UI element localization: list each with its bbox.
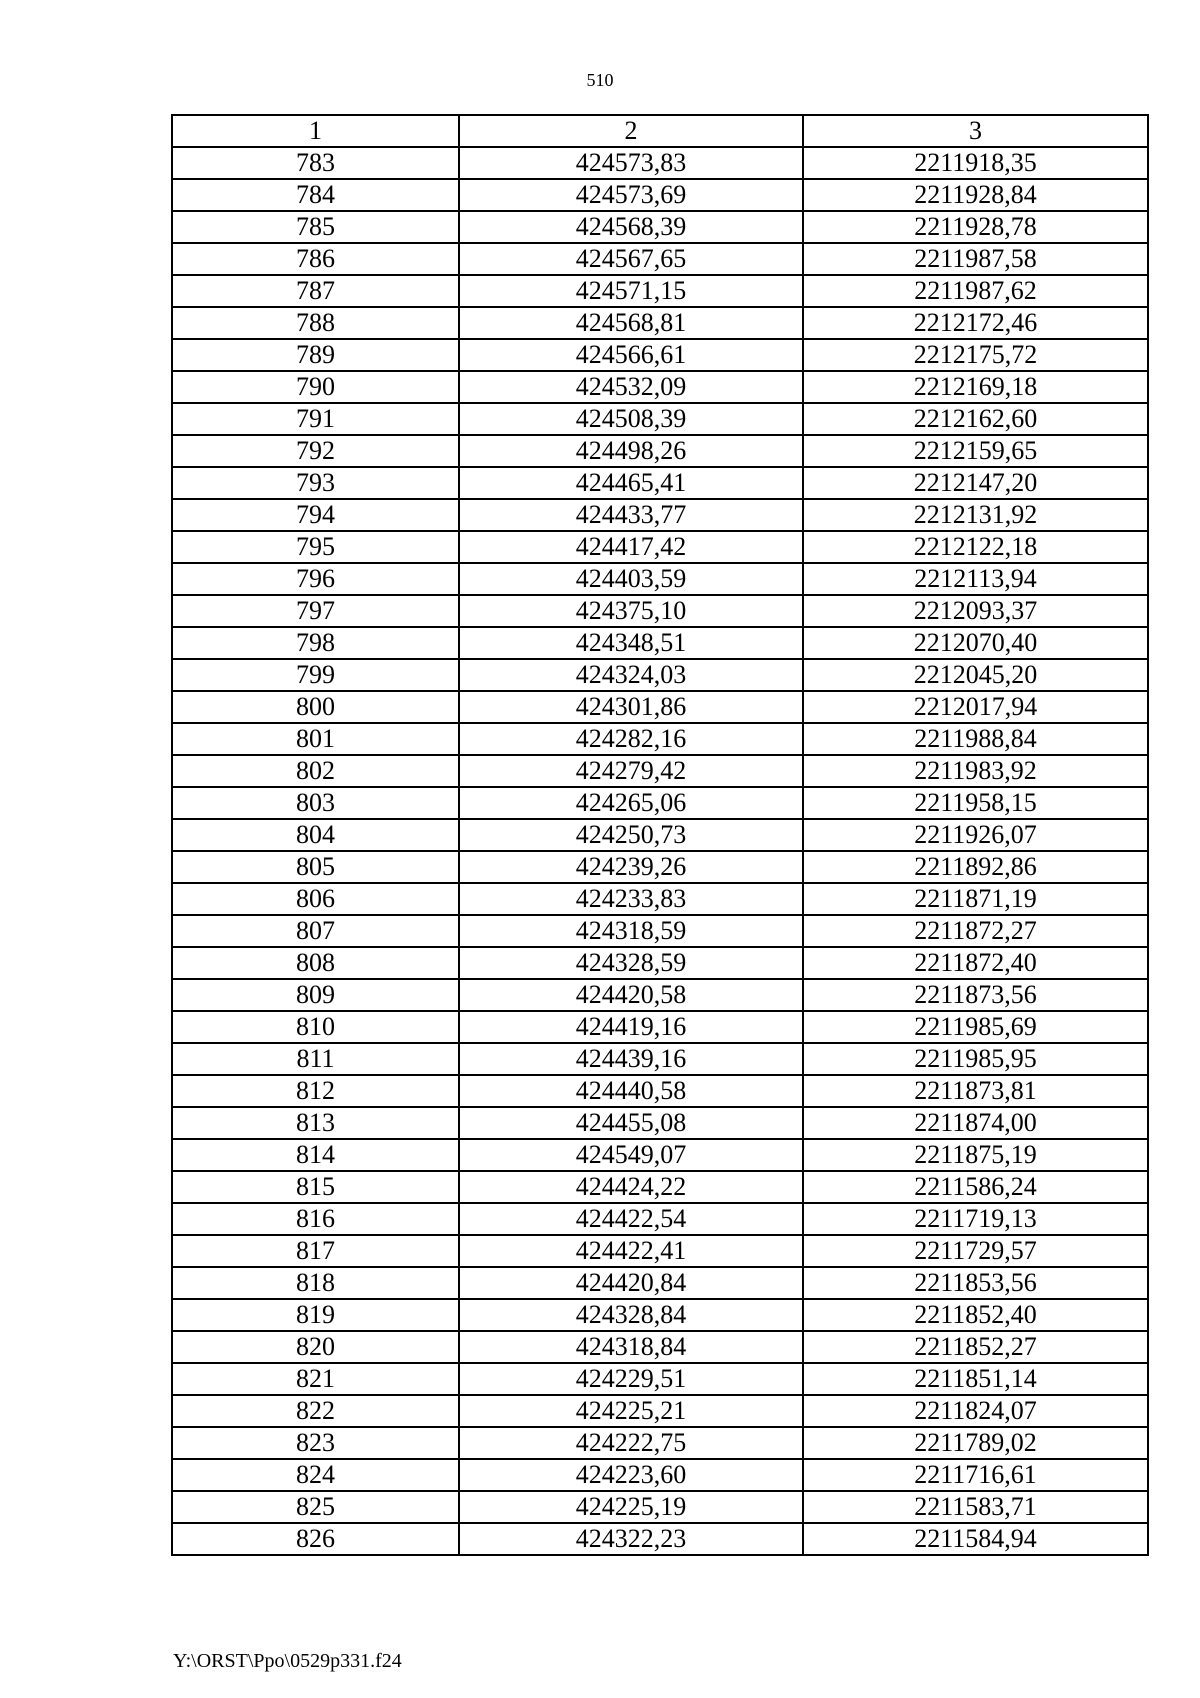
point-number-cell: 823 bbox=[172, 1427, 459, 1459]
table-row bbox=[172, 947, 1148, 979]
table-row bbox=[172, 979, 1148, 1011]
table-row bbox=[172, 1299, 1148, 1331]
y-coordinate-cell: 2212070,40 bbox=[803, 627, 1148, 659]
x-coordinate-cell: 424440,58 bbox=[459, 1075, 803, 1107]
x-coordinate-cell: 424417,42 bbox=[459, 531, 803, 563]
x-coordinate-cell: 424239,26 bbox=[459, 851, 803, 883]
point-number-cell: 797 bbox=[172, 595, 459, 627]
y-coordinate-cell: 2212093,37 bbox=[803, 595, 1148, 627]
table-row bbox=[172, 1011, 1148, 1043]
x-coordinate-cell: 424498,26 bbox=[459, 435, 803, 467]
table-row bbox=[172, 435, 1148, 467]
table-row bbox=[172, 1491, 1148, 1523]
y-coordinate-cell: 2211719,13 bbox=[803, 1203, 1148, 1235]
x-coordinate-cell: 424328,84 bbox=[459, 1299, 803, 1331]
y-coordinate-cell: 2211985,69 bbox=[803, 1011, 1148, 1043]
point-number-cell: 809 bbox=[172, 979, 459, 1011]
y-coordinate-cell: 2211873,81 bbox=[803, 1075, 1148, 1107]
point-number-cell: 813 bbox=[172, 1107, 459, 1139]
point-number-cell: 803 bbox=[172, 787, 459, 819]
table-row bbox=[172, 275, 1148, 307]
table-row bbox=[172, 147, 1148, 179]
column-header-1: 1 bbox=[172, 115, 459, 147]
point-number-cell: 815 bbox=[172, 1171, 459, 1203]
y-coordinate-cell: 2212017,94 bbox=[803, 691, 1148, 723]
table-row bbox=[172, 1395, 1148, 1427]
x-coordinate-cell: 424265,06 bbox=[459, 787, 803, 819]
table-row bbox=[172, 1523, 1148, 1555]
x-coordinate-cell: 424424,22 bbox=[459, 1171, 803, 1203]
point-number-cell: 826 bbox=[172, 1523, 459, 1555]
point-number-cell: 786 bbox=[172, 243, 459, 275]
table-row bbox=[172, 1427, 1148, 1459]
y-coordinate-cell: 2212169,18 bbox=[803, 371, 1148, 403]
table-row bbox=[172, 723, 1148, 755]
x-coordinate-cell: 424282,16 bbox=[459, 723, 803, 755]
table-row bbox=[172, 627, 1148, 659]
table-row bbox=[172, 499, 1148, 531]
point-number-cell: 807 bbox=[172, 915, 459, 947]
x-coordinate-cell: 424420,58 bbox=[459, 979, 803, 1011]
table-row bbox=[172, 691, 1148, 723]
table-row bbox=[172, 915, 1148, 947]
x-coordinate-cell: 424419,16 bbox=[459, 1011, 803, 1043]
x-coordinate-cell: 424233,83 bbox=[459, 883, 803, 915]
coordinates-table bbox=[171, 114, 1149, 1556]
point-number-cell: 808 bbox=[172, 947, 459, 979]
point-number-cell: 818 bbox=[172, 1267, 459, 1299]
y-coordinate-cell: 2211918,35 bbox=[803, 147, 1148, 179]
point-number-cell: 794 bbox=[172, 499, 459, 531]
table-row bbox=[172, 1459, 1148, 1491]
y-coordinate-cell: 2211988,84 bbox=[803, 723, 1148, 755]
x-coordinate-cell: 424568,81 bbox=[459, 307, 803, 339]
table-row bbox=[172, 883, 1148, 915]
y-coordinate-cell: 2211873,56 bbox=[803, 979, 1148, 1011]
point-number-cell: 810 bbox=[172, 1011, 459, 1043]
table-row bbox=[172, 179, 1148, 211]
y-coordinate-cell: 2211928,84 bbox=[803, 179, 1148, 211]
y-coordinate-cell: 2211583,71 bbox=[803, 1491, 1148, 1523]
point-number-cell: 824 bbox=[172, 1459, 459, 1491]
table-row bbox=[172, 211, 1148, 243]
y-coordinate-cell: 2212113,94 bbox=[803, 563, 1148, 595]
x-coordinate-cell: 424573,69 bbox=[459, 179, 803, 211]
table-row bbox=[172, 339, 1148, 371]
point-number-cell: 796 bbox=[172, 563, 459, 595]
point-number-cell: 804 bbox=[172, 819, 459, 851]
x-coordinate-cell: 424566,61 bbox=[459, 339, 803, 371]
x-coordinate-cell: 424403,59 bbox=[459, 563, 803, 595]
x-coordinate-cell: 424422,54 bbox=[459, 1203, 803, 1235]
point-number-cell: 802 bbox=[172, 755, 459, 787]
x-coordinate-cell: 424348,51 bbox=[459, 627, 803, 659]
y-coordinate-cell: 2211789,02 bbox=[803, 1427, 1148, 1459]
y-coordinate-cell: 2211729,57 bbox=[803, 1235, 1148, 1267]
point-number-cell: 791 bbox=[172, 403, 459, 435]
point-number-cell: 811 bbox=[172, 1043, 459, 1075]
x-coordinate-cell: 424322,23 bbox=[459, 1523, 803, 1555]
x-coordinate-cell: 424455,08 bbox=[459, 1107, 803, 1139]
x-coordinate-cell: 424465,41 bbox=[459, 467, 803, 499]
y-coordinate-cell: 2212122,18 bbox=[803, 531, 1148, 563]
x-coordinate-cell: 424225,19 bbox=[459, 1491, 803, 1523]
y-coordinate-cell: 2211586,24 bbox=[803, 1171, 1148, 1203]
table-row bbox=[172, 1139, 1148, 1171]
point-number-cell: 816 bbox=[172, 1203, 459, 1235]
y-coordinate-cell: 2211872,40 bbox=[803, 947, 1148, 979]
x-coordinate-cell: 424508,39 bbox=[459, 403, 803, 435]
x-coordinate-cell: 424250,73 bbox=[459, 819, 803, 851]
table-row bbox=[172, 1075, 1148, 1107]
y-coordinate-cell: 2211584,94 bbox=[803, 1523, 1148, 1555]
point-number-cell: 805 bbox=[172, 851, 459, 883]
y-coordinate-cell: 2211926,07 bbox=[803, 819, 1148, 851]
point-number-cell: 801 bbox=[172, 723, 459, 755]
point-number-cell: 785 bbox=[172, 211, 459, 243]
x-coordinate-cell: 424375,10 bbox=[459, 595, 803, 627]
file-path-footer: Y:\ORST\Ppo\0529p331.f24 bbox=[173, 1650, 402, 1672]
point-number-cell: 800 bbox=[172, 691, 459, 723]
column-header-2: 2 bbox=[459, 115, 803, 147]
x-coordinate-cell: 424567,65 bbox=[459, 243, 803, 275]
y-coordinate-cell: 2212045,20 bbox=[803, 659, 1148, 691]
table-row bbox=[172, 1107, 1148, 1139]
y-coordinate-cell: 2211987,58 bbox=[803, 243, 1148, 275]
point-number-cell: 822 bbox=[172, 1395, 459, 1427]
table-row bbox=[172, 307, 1148, 339]
y-coordinate-cell: 2211958,15 bbox=[803, 787, 1148, 819]
point-number-cell: 784 bbox=[172, 179, 459, 211]
y-coordinate-cell: 2211852,27 bbox=[803, 1331, 1148, 1363]
y-coordinate-cell: 2211872,27 bbox=[803, 915, 1148, 947]
table-row bbox=[172, 531, 1148, 563]
table-row bbox=[172, 1203, 1148, 1235]
y-coordinate-cell: 2211985,95 bbox=[803, 1043, 1148, 1075]
table-row bbox=[172, 787, 1148, 819]
x-coordinate-cell: 424222,75 bbox=[459, 1427, 803, 1459]
y-coordinate-cell: 2212147,20 bbox=[803, 467, 1148, 499]
y-coordinate-cell: 2211871,19 bbox=[803, 883, 1148, 915]
x-coordinate-cell: 424324,03 bbox=[459, 659, 803, 691]
x-coordinate-cell: 424532,09 bbox=[459, 371, 803, 403]
y-coordinate-cell: 2211874,00 bbox=[803, 1107, 1148, 1139]
y-coordinate-cell: 2211824,07 bbox=[803, 1395, 1148, 1427]
x-coordinate-cell: 424568,39 bbox=[459, 211, 803, 243]
y-coordinate-cell: 2212175,72 bbox=[803, 339, 1148, 371]
table-row bbox=[172, 563, 1148, 595]
point-number-cell: 821 bbox=[172, 1363, 459, 1395]
y-coordinate-cell: 2212172,46 bbox=[803, 307, 1148, 339]
x-coordinate-cell: 424225,21 bbox=[459, 1395, 803, 1427]
point-number-cell: 812 bbox=[172, 1075, 459, 1107]
y-coordinate-cell: 2211987,62 bbox=[803, 275, 1148, 307]
point-number-cell: 795 bbox=[172, 531, 459, 563]
y-coordinate-cell: 2211853,56 bbox=[803, 1267, 1148, 1299]
x-coordinate-cell: 424318,84 bbox=[459, 1331, 803, 1363]
x-coordinate-cell: 424422,41 bbox=[459, 1235, 803, 1267]
table-row bbox=[172, 1043, 1148, 1075]
x-coordinate-cell: 424571,15 bbox=[459, 275, 803, 307]
point-number-cell: 817 bbox=[172, 1235, 459, 1267]
point-number-cell: 790 bbox=[172, 371, 459, 403]
x-coordinate-cell: 424328,59 bbox=[459, 947, 803, 979]
point-number-cell: 789 bbox=[172, 339, 459, 371]
x-coordinate-cell: 424420,84 bbox=[459, 1267, 803, 1299]
table-row bbox=[172, 755, 1148, 787]
table-row bbox=[172, 1235, 1148, 1267]
table-row bbox=[172, 467, 1148, 499]
y-coordinate-cell: 2212131,92 bbox=[803, 499, 1148, 531]
table-row bbox=[172, 403, 1148, 435]
y-coordinate-cell: 2211983,92 bbox=[803, 755, 1148, 787]
y-coordinate-cell: 2212162,60 bbox=[803, 403, 1148, 435]
table-header-row bbox=[172, 115, 1148, 147]
point-number-cell: 787 bbox=[172, 275, 459, 307]
x-coordinate-cell: 424301,86 bbox=[459, 691, 803, 723]
y-coordinate-cell: 2211852,40 bbox=[803, 1299, 1148, 1331]
x-coordinate-cell: 424433,77 bbox=[459, 499, 803, 531]
y-coordinate-cell: 2212159,65 bbox=[803, 435, 1148, 467]
x-coordinate-cell: 424223,60 bbox=[459, 1459, 803, 1491]
y-coordinate-cell: 2211875,19 bbox=[803, 1139, 1148, 1171]
table-row bbox=[172, 595, 1148, 627]
table-row bbox=[172, 371, 1148, 403]
y-coordinate-cell: 2211851,14 bbox=[803, 1363, 1148, 1395]
y-coordinate-cell: 2211716,61 bbox=[803, 1459, 1148, 1491]
table-row bbox=[172, 1363, 1148, 1395]
table-row bbox=[172, 1171, 1148, 1203]
point-number-cell: 788 bbox=[172, 307, 459, 339]
point-number-cell: 806 bbox=[172, 883, 459, 915]
point-number-cell: 783 bbox=[172, 147, 459, 179]
table-row bbox=[172, 243, 1148, 275]
x-coordinate-cell: 424439,16 bbox=[459, 1043, 803, 1075]
y-coordinate-cell: 2211928,78 bbox=[803, 211, 1148, 243]
x-coordinate-cell: 424549,07 bbox=[459, 1139, 803, 1171]
point-number-cell: 819 bbox=[172, 1299, 459, 1331]
table-row bbox=[172, 1331, 1148, 1363]
point-number-cell: 814 bbox=[172, 1139, 459, 1171]
point-number-cell: 820 bbox=[172, 1331, 459, 1363]
y-coordinate-cell: 2211892,86 bbox=[803, 851, 1148, 883]
page-number: 510 bbox=[586, 70, 614, 90]
table-row bbox=[172, 819, 1148, 851]
point-number-cell: 825 bbox=[172, 1491, 459, 1523]
point-number-cell: 798 bbox=[172, 627, 459, 659]
table-row bbox=[172, 1267, 1148, 1299]
point-number-cell: 793 bbox=[172, 467, 459, 499]
point-number-cell: 792 bbox=[172, 435, 459, 467]
table-row bbox=[172, 659, 1148, 691]
x-coordinate-cell: 424229,51 bbox=[459, 1363, 803, 1395]
table-body bbox=[172, 147, 1148, 1555]
table-row bbox=[172, 851, 1148, 883]
x-coordinate-cell: 424318,59 bbox=[459, 915, 803, 947]
x-coordinate-cell: 424279,42 bbox=[459, 755, 803, 787]
x-coordinate-cell: 424573,83 bbox=[459, 147, 803, 179]
column-header-3: 3 bbox=[803, 115, 1148, 147]
point-number-cell: 799 bbox=[172, 659, 459, 691]
